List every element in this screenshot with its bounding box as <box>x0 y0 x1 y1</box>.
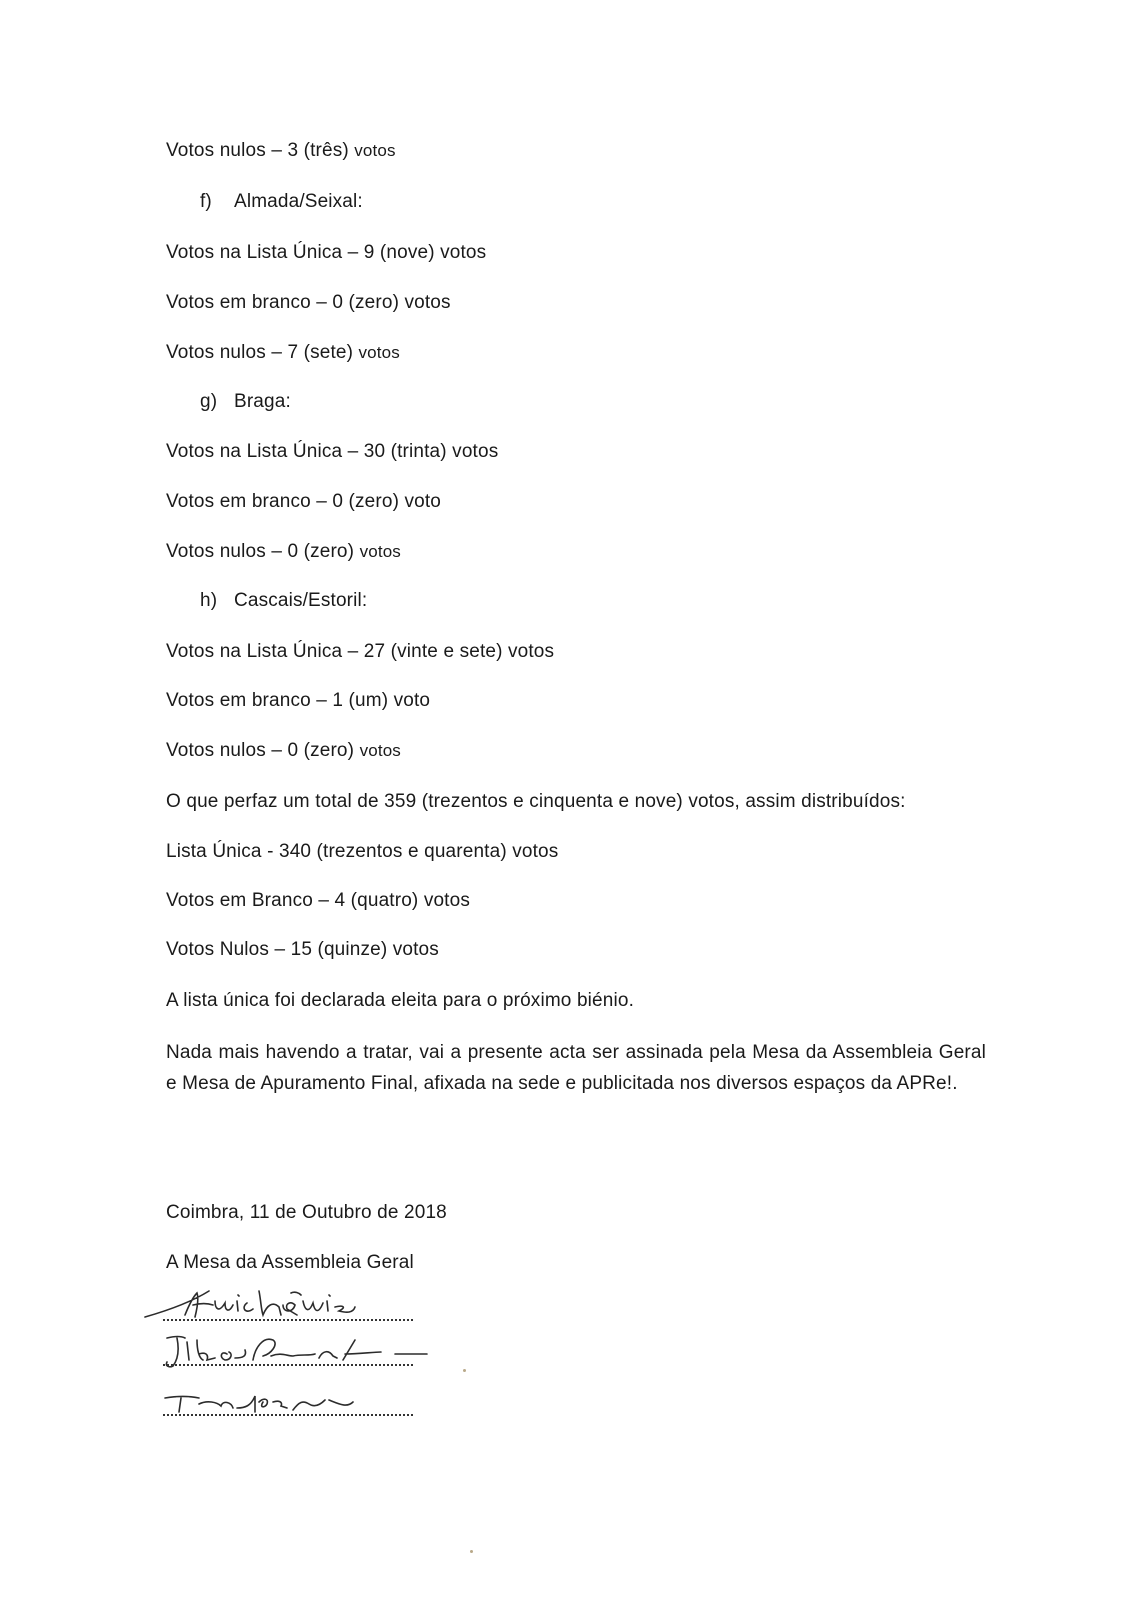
section-heading-f: f) Almada/Seixal: <box>200 191 363 212</box>
place-date: Coimbra, 11 de Outubro de 2018 <box>166 1202 447 1223</box>
signature-1 <box>163 1287 413 1321</box>
text-line: Votos nulos – 7 (sete) votos <box>166 342 400 363</box>
signatory-title: A Mesa da Assembleia Geral <box>166 1252 414 1273</box>
text-line: Lista Única - 340 (trezentos e quarenta) votos <box>166 841 559 862</box>
total-summary-line: O que perfaz um total de 359 (trezentos e cinquenta e nove) votos, assim distribuídos: <box>166 791 906 812</box>
text-line: Votos na Lista Única – 27 (vinte e sete) votos <box>166 641 555 662</box>
section-heading-h: h) Cascais/Estoril: <box>200 590 368 611</box>
text-line: Votos na Lista Única – 9 (nove) votos <box>166 242 487 263</box>
text-line: Votos em branco – 0 (zero) voto <box>166 491 442 512</box>
signature-2 <box>163 1332 413 1366</box>
scan-speck <box>470 1550 473 1553</box>
handwritten-signature-icon <box>163 1332 433 1372</box>
handwritten-signature-icon <box>163 1287 423 1321</box>
section-heading-g: g) Braga: <box>200 391 291 412</box>
text-line: Votos em branco – 1 (um) voto <box>166 690 431 711</box>
text-line: Votos nulos – 0 (zero) votos <box>166 740 401 761</box>
text-line: Votos nulos – 0 (zero) votos <box>166 541 401 562</box>
result-declaration: A lista única foi declarada eleita para o próximo biénio. <box>166 990 634 1011</box>
text-line: Votos na Lista Única – 30 (trinta) votos <box>166 441 499 462</box>
handwritten-signature-icon <box>163 1382 423 1416</box>
text-line: Votos nulos – 3 (três) votos <box>166 140 396 161</box>
text-line: Votos em branco – 0 (zero) votos <box>166 292 451 313</box>
scan-speck <box>463 1369 466 1372</box>
closing-paragraph: Nada mais havendo a tratar, vai a presente acta ser assinada pela Mesa da Assembleia Geral e Mesa de Apuramento Final, afixada na sede e publicitada nos diversos espaços da APRe!. <box>166 1042 986 1094</box>
text-line: Votos Nulos – 15 (quinze) votos <box>166 939 439 960</box>
text-line: Votos em Branco – 4 (quatro) votos <box>166 890 470 911</box>
signature-3 <box>163 1382 413 1416</box>
